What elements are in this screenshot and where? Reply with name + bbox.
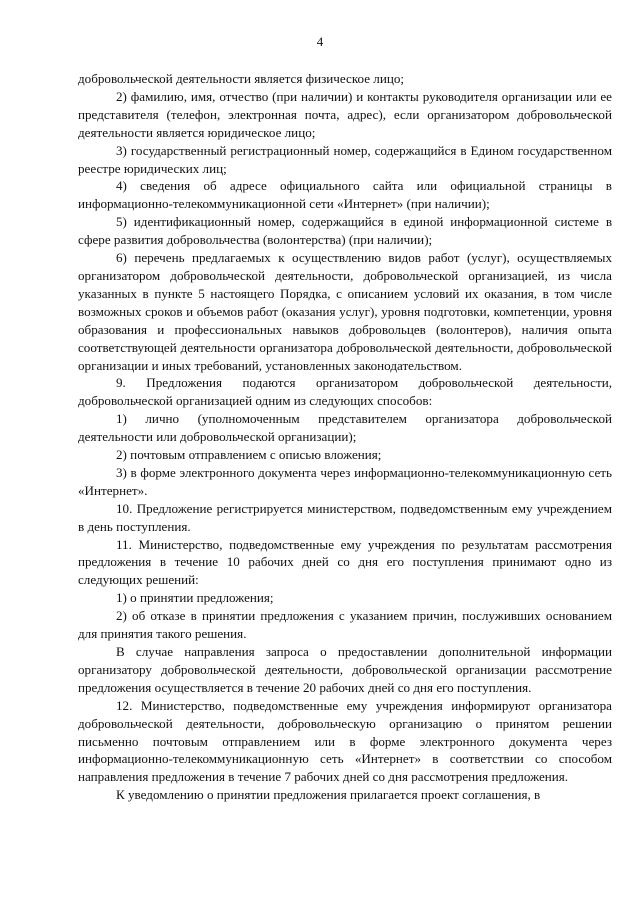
paragraph: 1) о принятии предложения; xyxy=(116,590,274,606)
page-number: 4 xyxy=(316,34,324,49)
paragraph: 6) перечень предлагаемых к осуществлению видов работ (услуг), осуществляемых организатором добровольческой деятельности, добровольческой организацией, из числа указанных в пункте 5 настоящего Порядка, с описанием условий их оказания, в том числе возможных сроков и объемов работ (оказания услуг), уровня подготовки, компетенции, уровня образования и профессиональных навыков добровольцев (волонтеров), наличия опыта соответствующей деятельности организатора добровольческой деятельности, добровольческой организации и иных требований, установленных законодательством. xyxy=(78,250,612,373)
paragraph: 2) почтовым отправлением с описью вложения; xyxy=(116,447,382,463)
paragraph: 1) лично (уполномоченным представителем организатора добровольческой деятельности или добровольческой организации); xyxy=(78,411,612,445)
paragraph: 2) фамилию, имя, отчество (при наличии) и контакты руководителя организации или ее представителя (телефон, электронная почта, адрес), если организатором добровольческой деятельности является юридическое лицо; xyxy=(78,88,612,140)
paragraph: 2) об отказе в принятии предложения с указанием причин, послуживших основанием для принятия такого решения. xyxy=(78,608,612,642)
paragraph: 4) сведения об адресе официального сайта или официальной страницы в информационно-телекоммуникационной сети «Интернет» (при наличии); xyxy=(78,178,612,212)
paragraph: В случае направления запроса о предоставлении дополнительной информации организатору добровольческой деятельности, добровольческой организации рассмотрение предложения осуществляется в течение 20 рабочих дней со дня его поступления. xyxy=(78,644,612,695)
document-body xyxy=(78,70,612,804)
paragraph: 10. Предложение регистрируется министерством, подведомственным ему учреждением в день поступления. xyxy=(78,500,612,534)
paragraph: 9. Предложения подаются организатором добровольческой деятельности, добровольческой организацией одним из следующих способов: xyxy=(78,375,612,409)
paragraph: 5) идентификационный номер, содержащийся в единой информационной системе в сфере развития добровольчества (волонтерства) (при наличии); xyxy=(78,214,612,248)
paragraph: 11. Министерство, подведомственные ему учреждения по результатам рассмотрения предложения в течение 10 рабочих дней со дня его поступления принимают одно из следующих решений: xyxy=(78,536,612,588)
paragraph: 12. Министерство, подведомственные ему учреждения информируют организатора добровольческой деятельности, добровольческую организацию о принятом решении письменно почтовым отправлением или в форме электронного документа через информационно-телекоммуникационную сеть «Интернет» в соответствии со способом направления предложения в течение 7 рабочих дней со дня рассмотрения предложения. xyxy=(78,697,612,785)
paragraph: 3) в форме электронного документа через информационно-телекоммуникационную сеть «Интернет». xyxy=(78,464,612,498)
paragraph: добровольческой деятельности является физическое лицо; xyxy=(78,71,405,86)
paragraph: К уведомлению о принятии предложения прилагается проект соглашения, в xyxy=(116,787,541,803)
paragraph: 3) государственный регистрационный номер, содержащийся в Едином государственном реестре юридических лиц; xyxy=(78,142,612,176)
